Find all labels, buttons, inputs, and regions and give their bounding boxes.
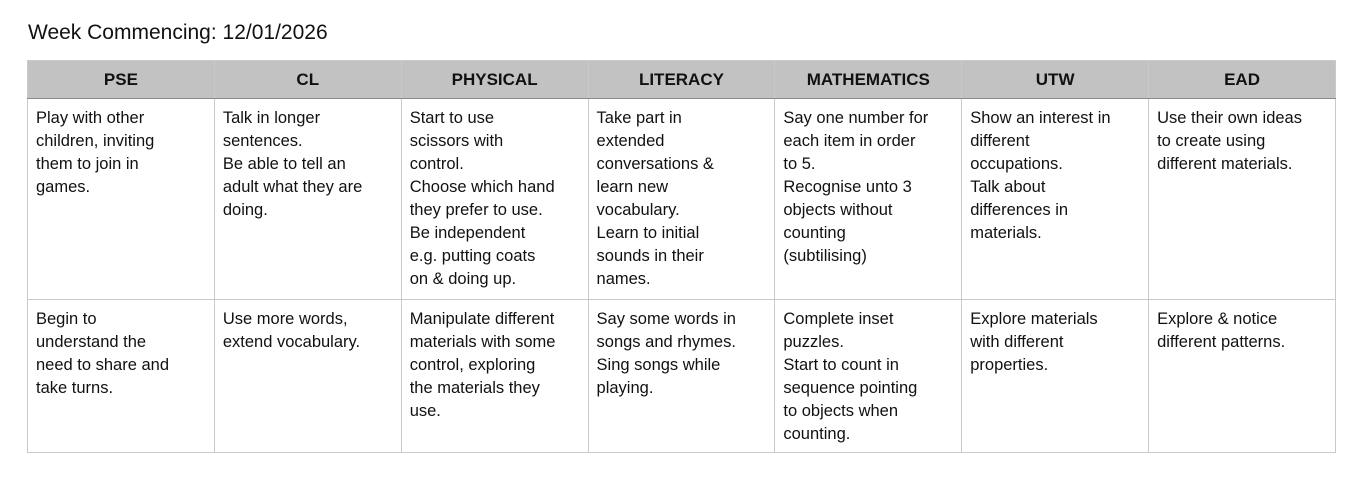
cell-literacy: Take part in extended conversations & learn new vocabulary. Learn to initial sounds in their names. bbox=[588, 99, 775, 300]
weekly-plan-table bbox=[27, 60, 1336, 453]
header-cl: CL bbox=[214, 61, 401, 99]
cell-pse: Begin to understand the need to share and take turns. bbox=[28, 300, 215, 453]
cell-pse: Play with other children, inviting them to join in games. bbox=[28, 99, 215, 300]
header-literacy: LITERACY bbox=[588, 61, 775, 99]
cell-physical: Manipulate different materials with some control, exploring the materials they use. bbox=[401, 300, 588, 453]
cell-utw: Show an interest in different occupations. Talk about differences in materials. bbox=[962, 99, 1149, 300]
cell-ead: Explore & notice different patterns. bbox=[1149, 300, 1336, 453]
header-pse: PSE bbox=[28, 61, 215, 99]
cell-mathematics: Say one number for each item in order to 5. Recognise unto 3 objects without counting (subtilising) bbox=[775, 99, 962, 300]
cell-cl: Use more words, extend vocabulary. bbox=[214, 300, 401, 453]
cell-ead: Use their own ideas to create using different materials. bbox=[1149, 99, 1336, 300]
table-row bbox=[28, 99, 1336, 300]
table-header-row bbox=[28, 61, 1336, 99]
cell-cl: Talk in longer sentences. Be able to tell an adult what they are doing. bbox=[214, 99, 401, 300]
cell-physical: Start to use scissors with control. Choose which hand they prefer to use. Be independent e.g. putting coats on & doing up. bbox=[401, 99, 588, 300]
header-ead: EAD bbox=[1149, 61, 1336, 99]
header-physical: PHYSICAL bbox=[401, 61, 588, 99]
header-utw: UTW bbox=[962, 61, 1149, 99]
header-mathematics: MATHEMATICS bbox=[775, 61, 962, 99]
cell-mathematics: Complete inset puzzles. Start to count in sequence pointing to objects when counting. bbox=[775, 300, 962, 453]
page-title: Week Commencing: 12/01/2026 bbox=[28, 21, 328, 44]
cell-utw: Explore materials with different properties. bbox=[962, 300, 1149, 453]
table-row bbox=[28, 300, 1336, 453]
cell-literacy: Say some words in songs and rhymes. Sing songs while playing. bbox=[588, 300, 775, 453]
